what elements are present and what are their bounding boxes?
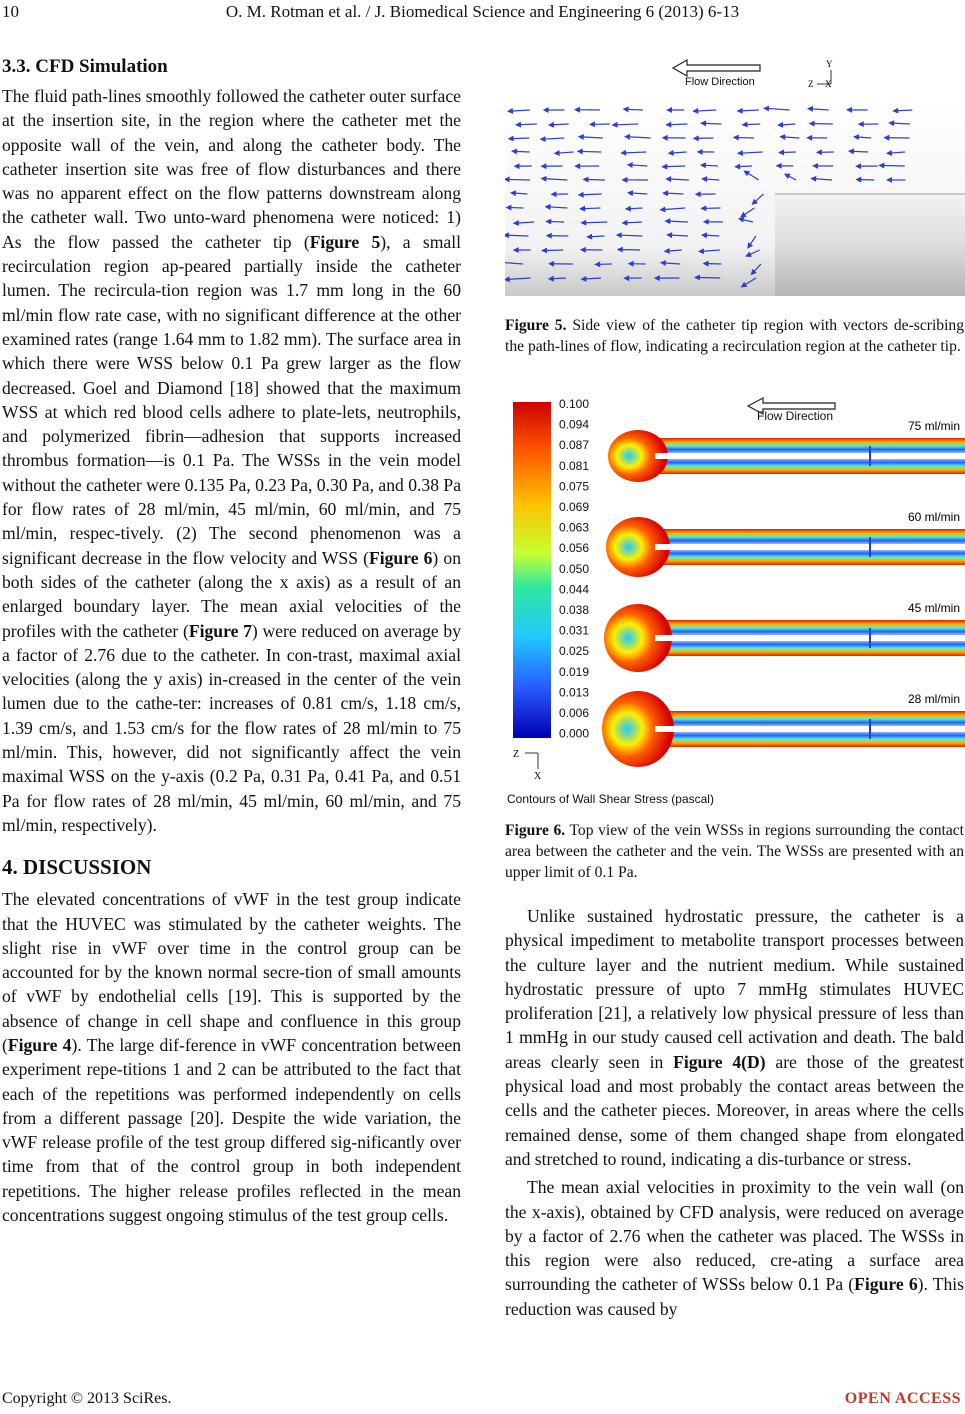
scale-label: 0.081 [559,458,590,473]
scale-label: 0.006 [559,706,590,720]
flow-rate-label: 60 ml/min [907,510,960,524]
axis-y-label: Y [826,59,833,69]
scale-label: 0.056 [559,541,590,556]
axis-triad-6 [513,749,542,782]
contour-title: Contours of Wall Shear Stress (pascal) [507,792,714,806]
figure-5 [505,56,965,298]
left-column [2,54,461,1227]
axis-x-label: X [825,79,832,89]
flow-rate-contour [608,419,965,482]
flow-direction-arrow [673,60,760,76]
figure-5-caption-text: Side view of the catheter tip region with vectors de-scribing the path-lines of flow, indicating a recirculation region at the catheter tip. [505,317,964,355]
scale-label: 0.025 [559,644,590,659]
scale-label: 0.013 [559,685,590,700]
figure-6-caption-text: Top view of the vein WSSs in regions surrounding the contact area between the catheter and the vein. The WSSs are presented with an upper limit of 0.1 Pa. [505,822,965,881]
scale-label: 0.000 [559,726,590,741]
catheter-shape [775,194,965,296]
figure-6 [505,395,965,810]
scale-label: 0.031 [559,623,590,638]
figure-5-caption [505,315,964,357]
discussion-paragraph: The elevated concentrations of vWF in the test group indicate that the HUVEC was stimulated by the catheter weights. The slight rise in vWF over time in the control group can be accounted for by the known normal secre-tion of small amounts of vWF by endothelial cells [19]. This is supported by the absence of change in cell shape and confluence in this group (Figure 4). The large dif-ference in vWF concentration between experiment repe-titions 1 and 2 can be attributed to the fact that each of the repetitions was performed independently on cells from a different passage [20]. Despite the wide variation, the vWF release profile of the test group differed sig-nificantly over time from that of the control group in both independent repetitions. The higher release profiles reflected in the mean concentrations suggest ongoing stimulus of the test group cells. [2,889,461,1226]
axis-triad [808,59,833,89]
running-title: O. M. Rotman et al. / J. Biomedical Science and Engineering 6 (2013) 6-13 [225,2,740,21]
figure-5-image [505,56,965,298]
page-number: 10 [2,2,19,21]
axis-z-label: Z [808,79,814,89]
axis-z-label-6: Z [513,749,520,760]
color-scale-labels [559,397,589,741]
right-paragraph-2: The mean axial velocities in proximity to the vein wall (on the x-axis), obtained by CFD analysis, were reduced on average by a factor of 2.76 when the catheter was placed. The WSSs in this region were also reduced, cre-ating a surface area surrounding the catheter of WSSs below 0.1 Pa (Figure 6). This reduction was caused by [505,1177,964,1319]
flow-rate-label: 75 ml/min [907,419,960,433]
open-access-label: OPEN ACCESS [844,1390,961,1407]
figure-5-caption-label: Figure 5. [505,317,567,334]
flow-rate-contour [606,510,965,577]
figure-6-caption [505,820,964,883]
scale-label: 0.087 [559,438,590,453]
copyright: Copyright © 2013 SciRes. [2,1390,172,1407]
page-header [0,0,965,26]
right-column [505,904,964,1321]
section-title-discussion: 4. DISCUSSION [2,855,152,880]
scale-label: 0.069 [559,500,590,514]
scale-label: 0.063 [559,520,590,535]
color-scale-bar [513,402,551,738]
wss-contours [602,419,965,767]
cfd-paragraph: The fluid path-lines smoothly followed the catheter outer surface at the insertion site, in the region where the catheter met the opposite wall of the vein, and along the catheter body. The catheter insertion site was free of flow disturbances and there was no apparent effect on the flow patterns downstream along the catheter wall. Two unto-ward phenomena were noticed: 1) As the flow passed the catheter tip (Figure 5), a small recirculation region ap-peared partially inside the catheter lumen. The recircula-tion region was 1.7 mm long in the 60 ml/min flow rate case, with no significant difference at the other examined rates (range 1.64 mm to 1.82 mm). The surface area in which there were WSS below 0.1 Pa grew larger as the flow decreased. Goel and Diamond [18] showed that the maximum WSS at which red blood cells adhere to plate-lets, neutrophils, and polymerized fibrin—adhesion that supports increased thrombus formation—is 0.1 Pa. The WSSs in the vein model without the catheter were 0.135 Pa, 0.23 Pa, 0.30 Pa, and 0.38 Pa for flow rates of 28 ml/min, 45 ml/min, 60 ml/min, and 75 ml/min, respec-tively. (2) The second phenomenon was a significant decrease in the flow velocity and WSS (Figure 6) on both sides of the catheter (along the x axis) as a result of an enlarged boundary layer. The mean axial velocities of the profiles with the catheter (Figure 7) were reduced on average by a factor of 2.76 due to the catheter. In con-trast, maximal axial velocities (along the y axis) in-creased in the center of the vein lumen due to the cathe-ter: increases of 0.81 cm/s, 1.18 cm/s, 1.39 cm/s, and 1.53 cm/s for the flow rates of 28 ml/min to 75 ml/min. This, however, did not significantly affect the vein maximal WSS on the y-axis (0.2 Pa, 0.31 Pa, 0.41 Pa, and 0.51 Pa for flow rates of 28 ml/min, 45 ml/min, 60 ml/min, and 75 ml/min, respectively). [2,86,462,835]
flow-direction-label-6: Flow Direction [757,409,834,423]
axis-x-label-6: X [534,771,542,782]
figure-6-caption-label: Figure 6. [505,822,566,839]
scale-label: 0.044 [559,582,590,597]
figure-6-image [505,395,965,810]
flow-rate-contour [604,601,965,672]
scale-label: 0.094 [559,417,590,432]
scale-label: 0.019 [559,664,590,679]
scale-label: 0.075 [559,479,590,494]
flow-rate-contour [602,691,965,767]
flow-rate-label: 45 ml/min [907,601,960,615]
scale-label: 0.100 [559,397,590,411]
right-paragraph-1: Unlike sustained hydrostatic pressure, the catheter is a physical impediment to metabolite transport processes between the culture layer and the nutrient medium. While sustained hydrostatic pressure of upto 7 mmHg stimulates HUVEC proliferation [21], a relatively low physical pressure of less than 1 mmHg in our study caused cell activation and death. The bald areas clearly seen in Figure 4(D) are those of the greatest physical load and most probably the contact areas between the cells and the catheter pieces. Moreover, in areas where the cells remained dense, some of them changed shape from elongated and stretched to round, indicating a dis-turbance or stress. [505,906,964,1169]
scale-label: 0.038 [559,603,590,617]
flow-rate-label: 28 ml/min [907,692,960,706]
section-title-cfd: 3.3. CFD Simulation [2,56,168,77]
scale-label: 0.050 [559,561,590,576]
flow-direction-label: Flow Direction [685,76,755,88]
